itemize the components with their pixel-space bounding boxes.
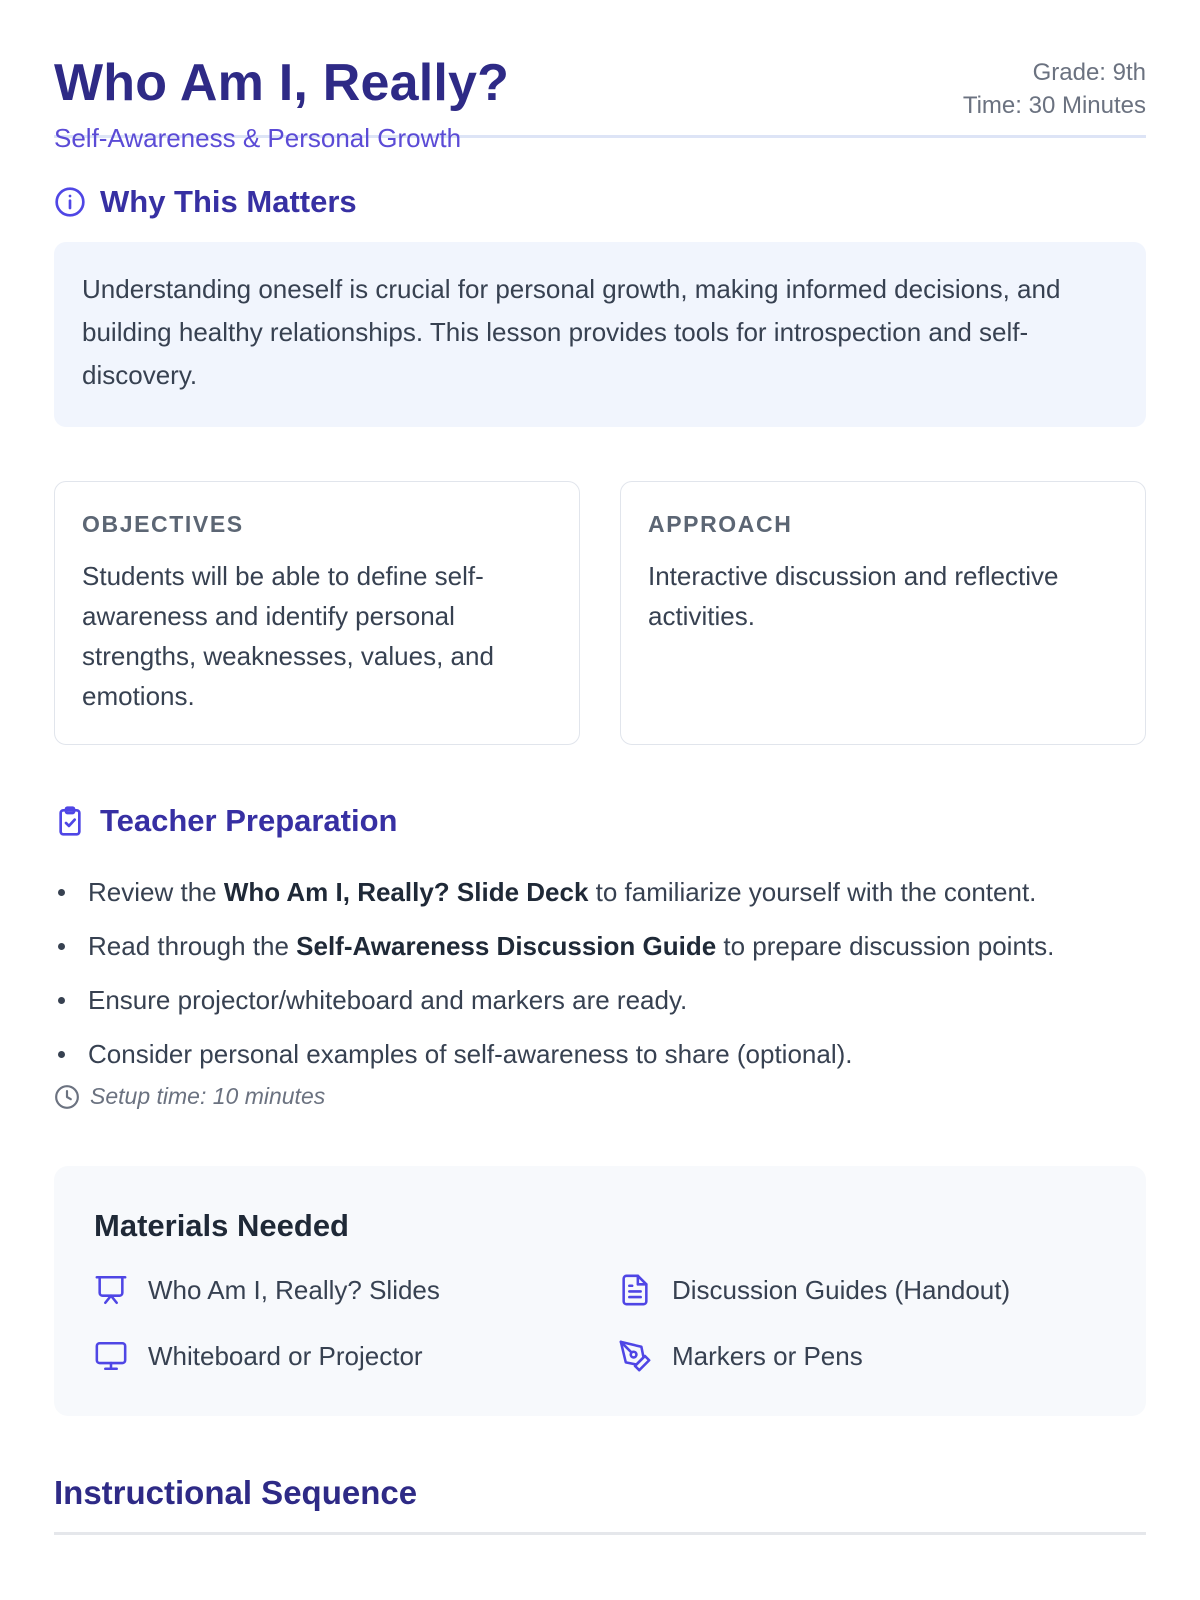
objectives-card <box>54 481 580 745</box>
material-label: Whiteboard or Projector <box>148 1341 423 1371</box>
prep-heading-label: Teacher Preparation <box>100 803 398 838</box>
approach-title: APPROACH <box>648 511 793 537</box>
material-item <box>618 1336 1106 1376</box>
material-label: Who Am I, Really? Slides <box>148 1275 440 1305</box>
instructional-sequence-heading: Instructional Sequence <box>54 1474 418 1511</box>
info-icon <box>54 186 86 218</box>
material-item <box>94 1336 618 1376</box>
monitor-icon <box>94 1339 128 1373</box>
presentation-icon <box>94 1273 128 1307</box>
approach-card <box>620 481 1146 745</box>
objectives-title: OBJECTIVES <box>82 511 244 537</box>
lesson-title: Who Am I, Really? <box>54 54 510 112</box>
prep-list <box>54 865 1146 1081</box>
time-label: Time: 30 Minutes <box>962 92 1146 119</box>
material-label: Discussion Guides (Handout) <box>672 1275 1011 1305</box>
prep-item: Read through the Self-Awareness Discussion Guide to prepare discussion points. <box>54 919 1146 973</box>
objectives-approach-cards <box>54 481 1146 745</box>
clipboard-check-icon <box>54 805 86 837</box>
document-icon <box>618 1273 652 1307</box>
setup-time-label: Setup time: 10 minutes <box>90 1083 326 1109</box>
prep-item: Review the Who Am I, Really? Slide Deck to familiarize yourself with the content. <box>54 865 1146 919</box>
material-item <box>618 1270 1106 1310</box>
materials-heading: Materials Needed <box>94 1208 349 1243</box>
instructional-divider <box>54 1532 1146 1535</box>
material-label: Markers or Pens <box>672 1341 863 1371</box>
pen-icon <box>618 1339 652 1373</box>
why-callout: Understanding oneself is crucial for personal growth, making informed decisions, and building healthy relationships. This lesson provides tools for introspection and self-discovery. <box>54 242 1146 427</box>
grade-label: Grade: 9th <box>1032 59 1146 86</box>
why-heading-label: Why This Matters <box>100 184 357 219</box>
why-this-matters-heading <box>54 182 1146 222</box>
teacher-preparation-heading <box>54 801 1146 841</box>
prep-item: Consider personal examples of self-awareness to share (optional). <box>54 1027 1146 1081</box>
clock-icon <box>54 1084 80 1110</box>
lesson-subtitle: Self-Awareness & Personal Growth <box>54 123 462 153</box>
setup-time <box>54 1083 1146 1110</box>
materials-grid <box>94 1270 1106 1376</box>
lesson-meta <box>963 56 1146 122</box>
approach-body: Interactive discussion and reflective activities. <box>648 561 1059 631</box>
materials-panel <box>54 1166 1146 1416</box>
material-item <box>94 1270 618 1310</box>
prep-item: Ensure projector/whiteboard and markers are ready. <box>54 973 1146 1027</box>
lesson-header <box>54 0 1146 153</box>
objectives-body: Students will be able to define self-awareness and identify personal strengths, weaknesses, values, and emotions. <box>82 561 494 711</box>
